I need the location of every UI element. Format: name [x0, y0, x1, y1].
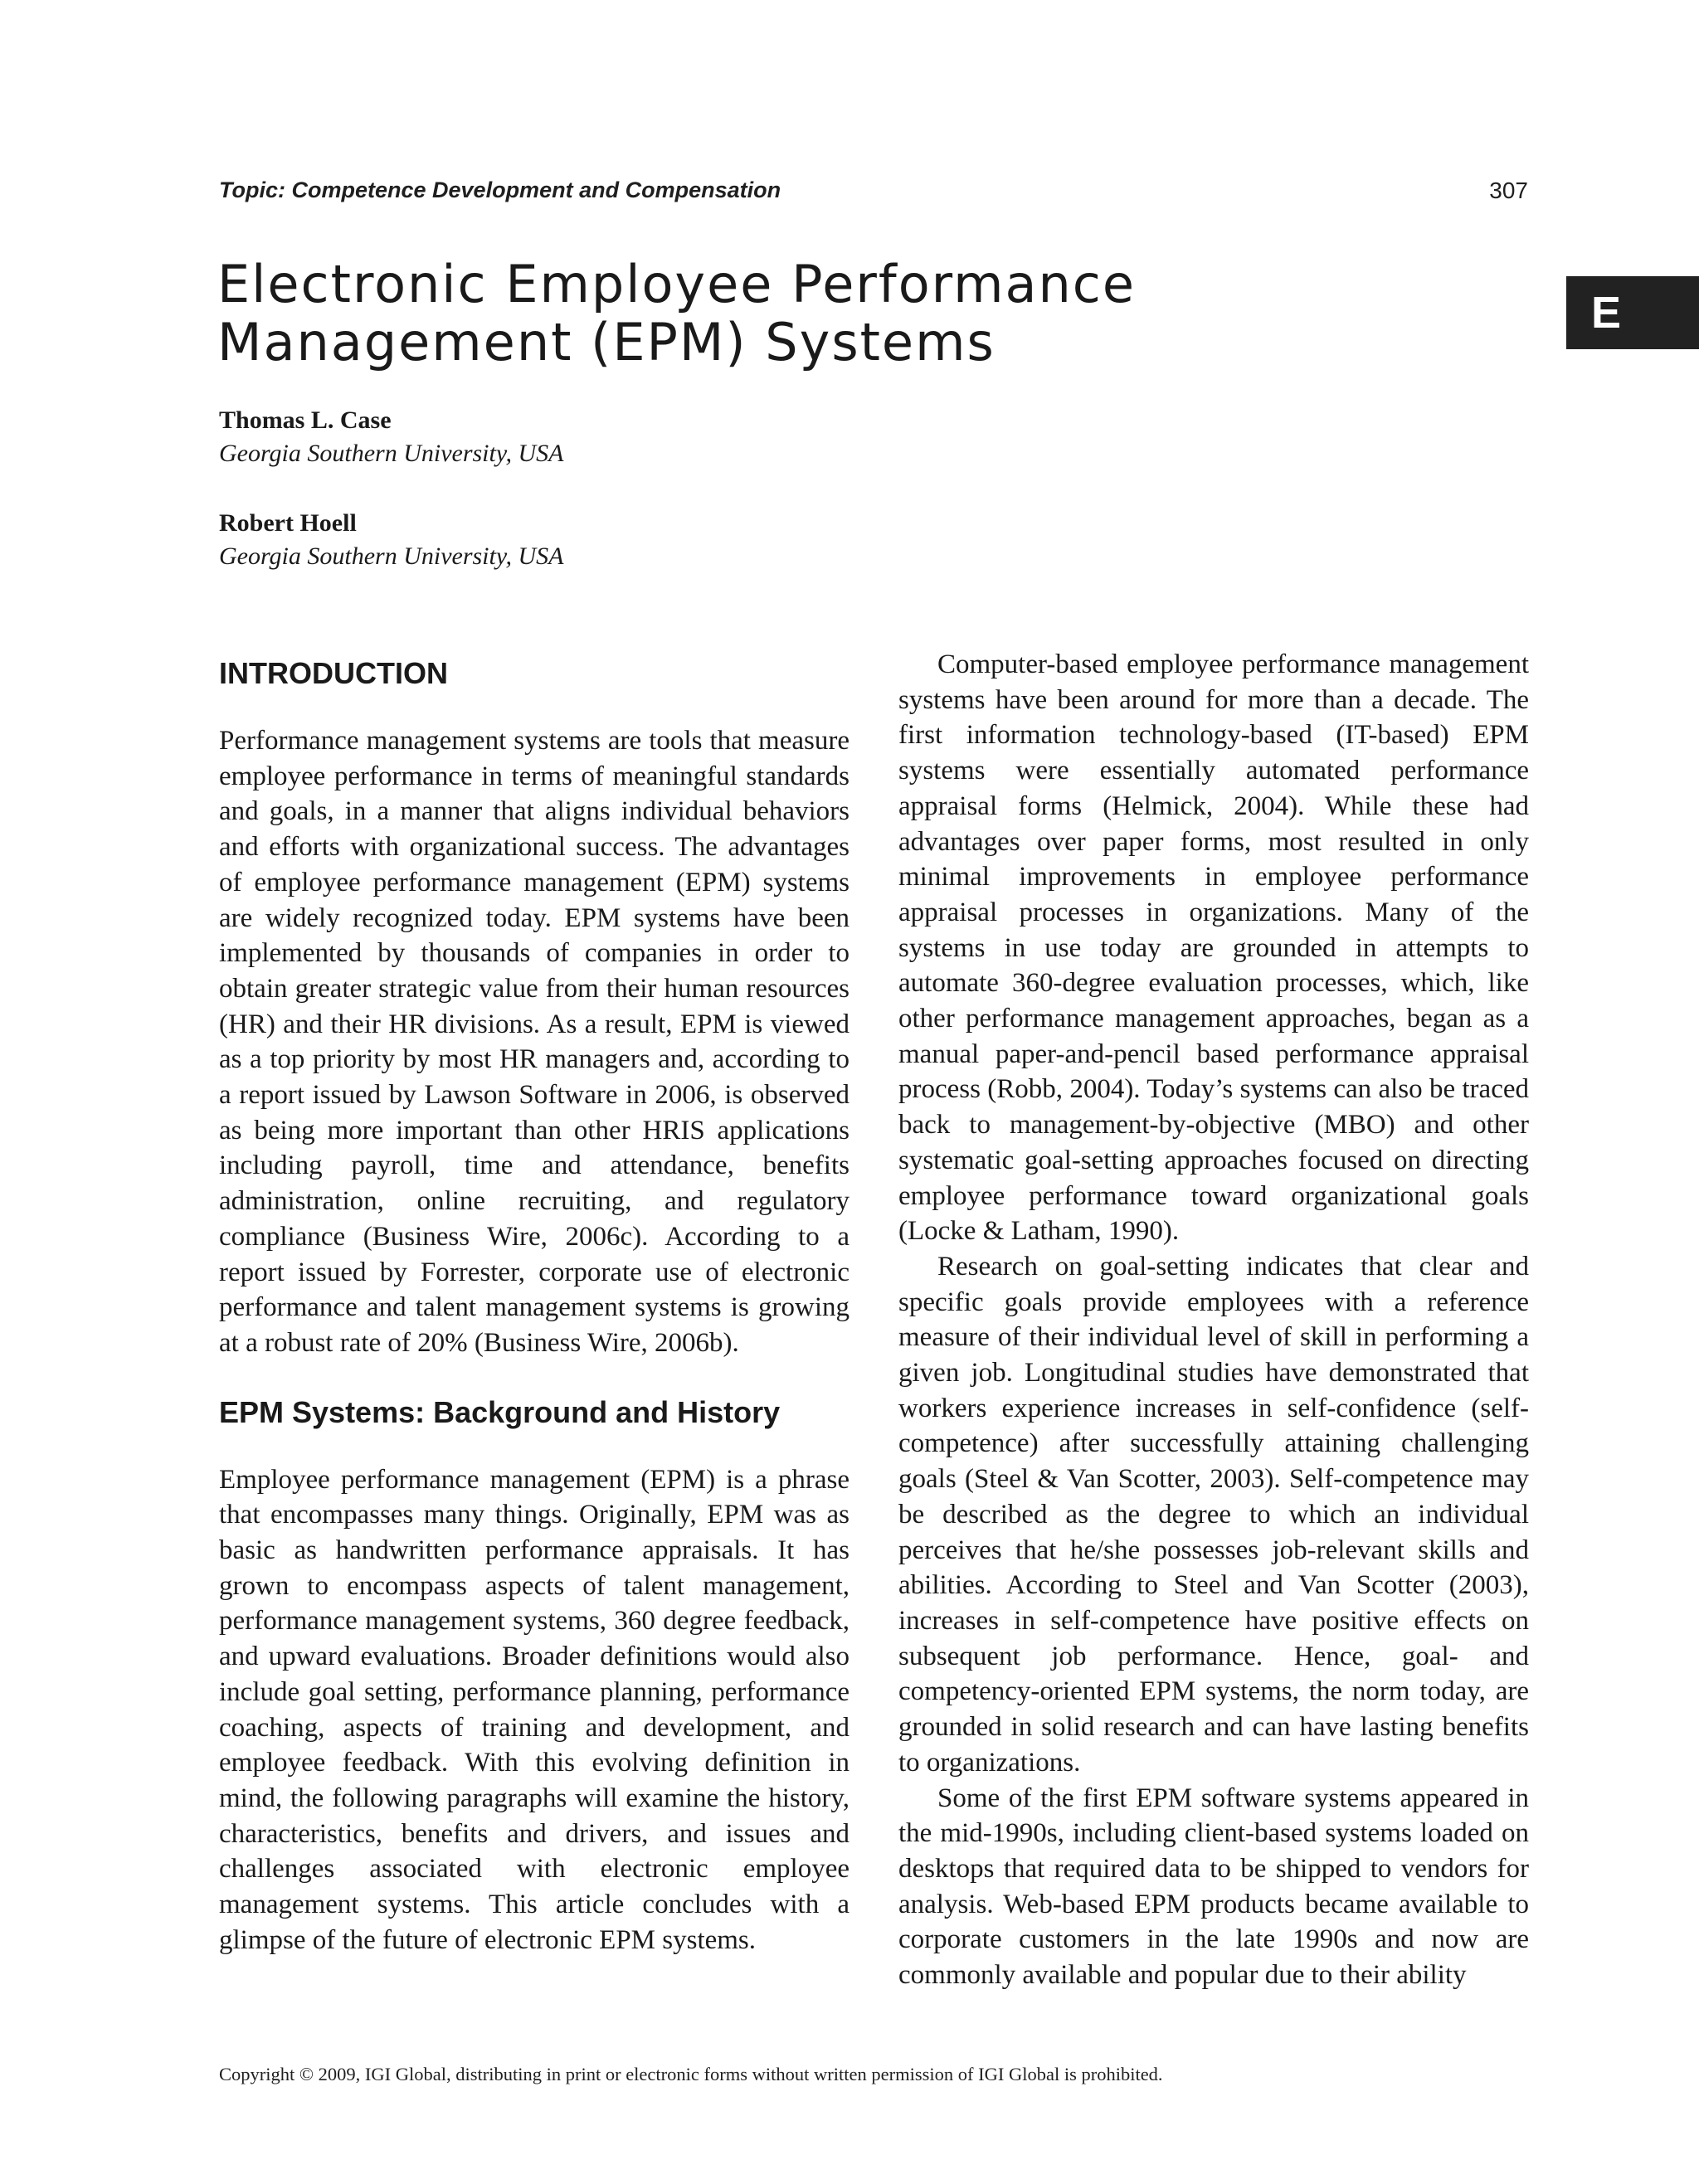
body-paragraph: Research on goal-setting indicates that clear and specific goals provide employees with a reference measure of their individual level of skill in performing a given job. Longitudinal studies have demonstrated that workers experience increases in self-confidence (self-competence) after successfully attaining challenging goals (Steel & Van Scotter, 2003). Self-competence may be described as the degree to which an individual perceives that he/she possesses job-relevant skills and abilities. According to Steel and Van Scotter (2003), increases in self-competence have positive effects on subsequent job performance. Hence, goal- and competency-oriented EPM systems, the norm today, are grounded in solid research and can have lasting benefits to organizations.: [898, 1251, 1529, 1778]
page-number: 307: [1489, 178, 1528, 203]
author-block: [219, 507, 564, 573]
author-name: Robert Hoell: [219, 509, 357, 537]
background-heading: EPM Systems: Background and History: [219, 1394, 781, 1429]
author-affiliation: Georgia Southern University, USA: [219, 542, 564, 570]
right-column: [898, 647, 1529, 1993]
topic-header: Topic: Competence Development and Compensation: [219, 178, 781, 202]
body-paragraph: Computer-based employee performance management systems have been around for more than a decade. The first information technology-based (IT-based) EPM systems were essentially automated performance appraisal forms (Helmick, 2004). While these had advantages over paper forms, most resulted in only minimal improvements in employee performance appraisal processes in organizations. Many of the systems in use today are grounded in attempts to automate 360-degree evaluation processes, which, like other performance management approaches, began as a manual paper-and-pencil based performance appraisal process (Robb, 2004). Today’s systems can also be traced back to management-by-objective (MBO) and other systematic goal-setting approaches focused on directing employee performance toward organizational goals (Locke & Latham, 1990).: [898, 649, 1529, 1247]
body-paragraph: Some of the first EPM software systems appeared in the mid-1990s, including client-based systems loaded on desktops that required data to be shipped to vendors for analysis. Web-based EPM products became available to corporate customers in the late 1990s and now are commonly available and popular due to their ability: [898, 1783, 1529, 1991]
author-affiliation: Georgia Southern University, USA: [219, 440, 564, 467]
thumb-tab: E: [1566, 276, 1699, 349]
introduction-paragraph: Performance management systems are tools that measure employee performance in terms of meaningful standards and goals, in a manner that aligns individual behaviors and efforts with organizational success. The advantages of employee performance management (EPM) systems are widely recognized today. EPM systems have been implemented by thousands of companies in order to obtain greater strategic value from their human resources (HR) and their HR divisions. As a result, EPM is viewed as a top priority by most HR managers and, according to a report issued by Lawson Software in 2006, is observed as being more important than other HRIS applications including payroll, time and attendance, benefits administration, online recruiting, and regulatory compliance (Business Wire, 2006c). According to a report issued by Forrester, corporate use of electronic performance and talent management systems is growing at a robust rate of 20% (Business Wire, 2006b).: [219, 726, 850, 1358]
article-title-line-1: Electronic Employee Performance: [217, 254, 1136, 314]
article-title-line-2: Management (EPM) Systems: [217, 312, 996, 372]
copyright-footer: Copyright © 2009, IGI Global, distributing in print or electronic forms without written permission of IGI Global is prohibited.: [219, 2064, 1163, 2084]
left-column: [219, 647, 850, 1958]
author-block: [219, 404, 564, 470]
authors: [219, 404, 564, 573]
author-name: Thomas L. Case: [219, 406, 392, 434]
article-title: [217, 255, 1296, 372]
background-paragraph: Employee performance management (EPM) is a phrase that encompasses many things. Originally, EPM was as basic as handwritten performance appraisals. It has grown to encompass aspects of talent management, performance management systems, 360 degree feedback, and upward evaluations. Broader definitions would also include goal setting, performance planning, performance coaching, aspects of training and development, and employee feedback. With this evolving definition in mind, the following paragraphs will examine the history, characteristics, benefits and drivers, and issues and challenges associated with electronic employee management systems. This article concludes with a glimpse of the future of electronic EPM systems.: [219, 1464, 850, 1955]
introduction-heading: INTRODUCTION: [219, 656, 448, 690]
